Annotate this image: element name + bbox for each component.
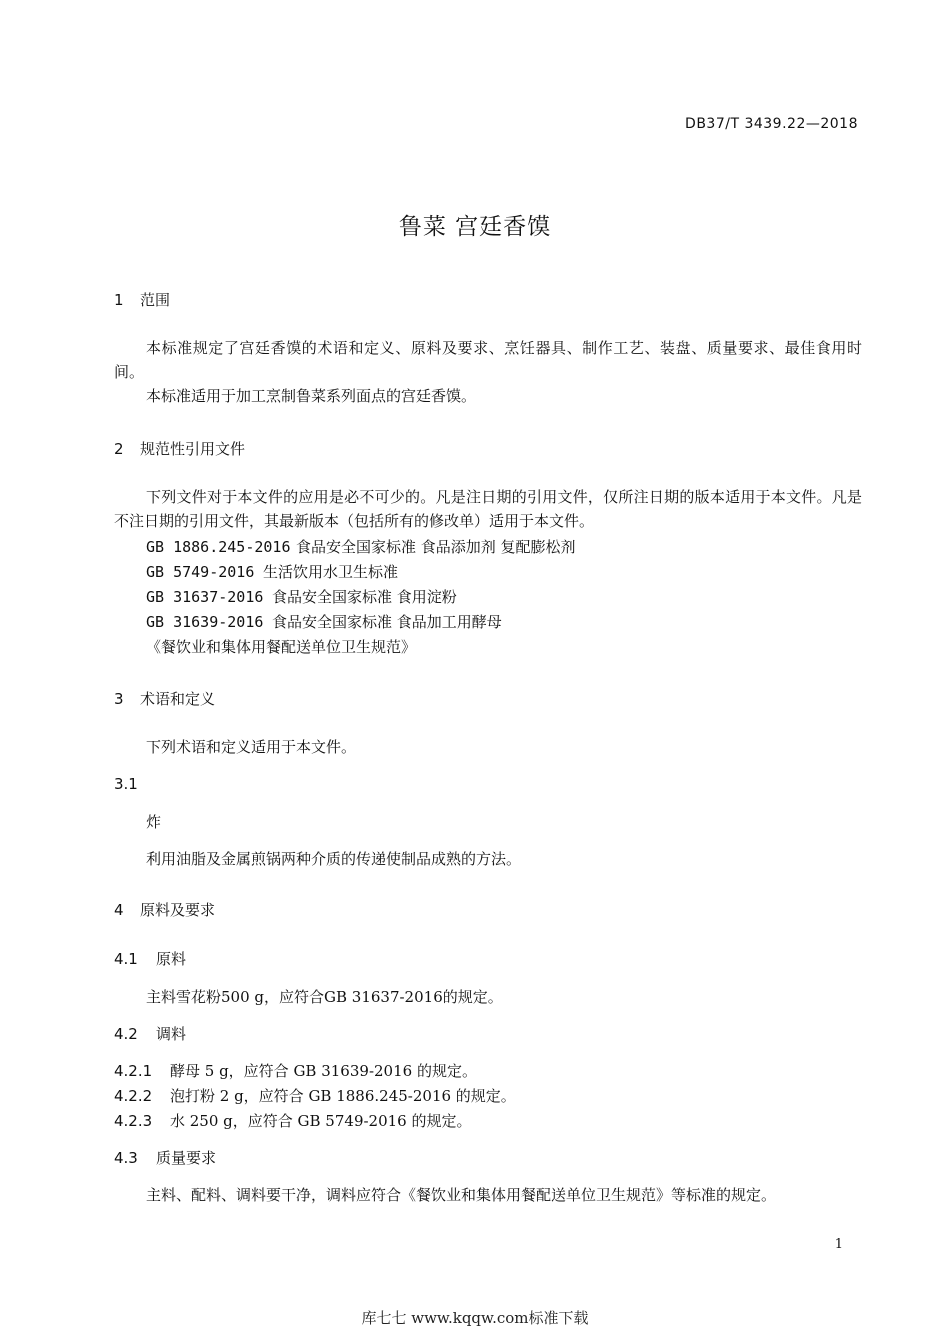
list-item <box>114 1085 516 1106</box>
reference-item <box>146 586 457 607</box>
subsection-title: 原料 <box>156 950 187 968</box>
reference-code: GB 31637-2016 <box>146 588 264 606</box>
item-number: 4.2.1 <box>114 1062 153 1080</box>
section-number: 3 <box>114 690 124 708</box>
subsection-number: 4.2 <box>114 1025 138 1043</box>
item-number: 4.2.2 <box>114 1087 153 1105</box>
term-name: 炸 <box>146 813 162 831</box>
section-3-heading <box>114 688 215 709</box>
section-number: 4 <box>114 901 124 919</box>
section-2-paragraph-1: 下列文件对于本文件的应用是必不可少的。凡是注日期的引用文件，仅所注日期的版本适用于本文件。凡是不注日期的引用文件，其最新版本（包括所有的修改单）适用于本文件。 <box>114 488 862 530</box>
subsection-title: 调料 <box>156 1025 187 1043</box>
list-item <box>114 1060 477 1081</box>
document-number: DB37/T 3439.22—2018 <box>685 116 858 132</box>
subsection-number: 4.1 <box>114 950 138 968</box>
item-text: 酵母 5 g，应符合 GB 31639-2016 的规定。 <box>170 1062 477 1080</box>
section-title: 原料及要求 <box>140 901 216 919</box>
list-item <box>114 1110 472 1131</box>
subsection-4-2-heading <box>114 1023 186 1044</box>
term-number: 3.1 <box>114 775 138 793</box>
reference-item <box>146 611 502 632</box>
section-number: 1 <box>114 291 124 309</box>
subsection-number: 4.3 <box>114 1149 138 1167</box>
section-title: 范围 <box>140 291 171 309</box>
reference-code: GB 1886.245-2016 <box>146 538 291 556</box>
section-title: 规范性引用文件 <box>140 440 246 458</box>
item-number: 4.2.3 <box>114 1112 153 1130</box>
subsection-4-3-heading <box>114 1147 216 1168</box>
subsection-4-3-text: 主料、配料、调料要干净，调料应符合《餐饮业和集体用餐配送单位卫生规范》等标准的规定。 <box>146 1186 777 1204</box>
reference-item <box>146 636 416 657</box>
section-title: 术语和定义 <box>140 690 216 708</box>
reference-code: GB 31639-2016 <box>146 613 264 631</box>
footer-watermark: 库七七 www.kqqw.com标准下载 <box>361 1309 589 1327</box>
reference-title: 食品安全国家标准 食用淀粉 <box>272 588 457 606</box>
section-2-heading <box>114 438 245 459</box>
section-1-paragraph-1: 本标准规定了宫廷香馍的术语和定义、原料及要求、烹饪器具、制作工艺、装盘、质量要求、最佳食用时间。 <box>114 339 862 381</box>
document-title: 鲁菜 宫廷香馍 <box>398 214 552 240</box>
section-3-paragraph-1: 下列术语和定义适用于本文件。 <box>146 738 357 756</box>
subsection-title: 质量要求 <box>156 1149 217 1167</box>
reference-title: 食品安全国家标准 食品加工用酵母 <box>272 613 502 631</box>
subsection-4-1-text: 主料雪花粉500 g，应符合GB 31637-2016的规定。 <box>146 988 503 1006</box>
section-1-heading <box>114 289 170 310</box>
item-text: 水 250 g，应符合 GB 5749-2016 的规定。 <box>170 1112 472 1130</box>
section-number: 2 <box>114 440 124 458</box>
page-number: 1 <box>834 1237 843 1252</box>
item-text: 泡打粉 2 g，应符合 GB 1886.245-2016 的规定。 <box>170 1087 516 1105</box>
reference-title: 生活饮用水卫生标准 <box>263 563 399 581</box>
reference-title: 《餐饮业和集体用餐配送单位卫生规范》 <box>146 638 417 656</box>
reference-item <box>146 561 398 582</box>
section-4-heading <box>114 899 215 920</box>
section-1-paragraph-2: 本标准适用于加工烹制鲁菜系列面点的宫廷香馍。 <box>146 387 477 405</box>
subsection-4-1-heading <box>114 948 186 969</box>
term-definition: 利用油脂及金属煎锅两种介质的传递使制品成熟的方法。 <box>146 850 522 868</box>
reference-item <box>146 536 576 557</box>
reference-code: GB 5749-2016 <box>146 563 255 581</box>
reference-title: 食品安全国家标准 食品添加剂 复配膨松剂 <box>296 538 576 556</box>
